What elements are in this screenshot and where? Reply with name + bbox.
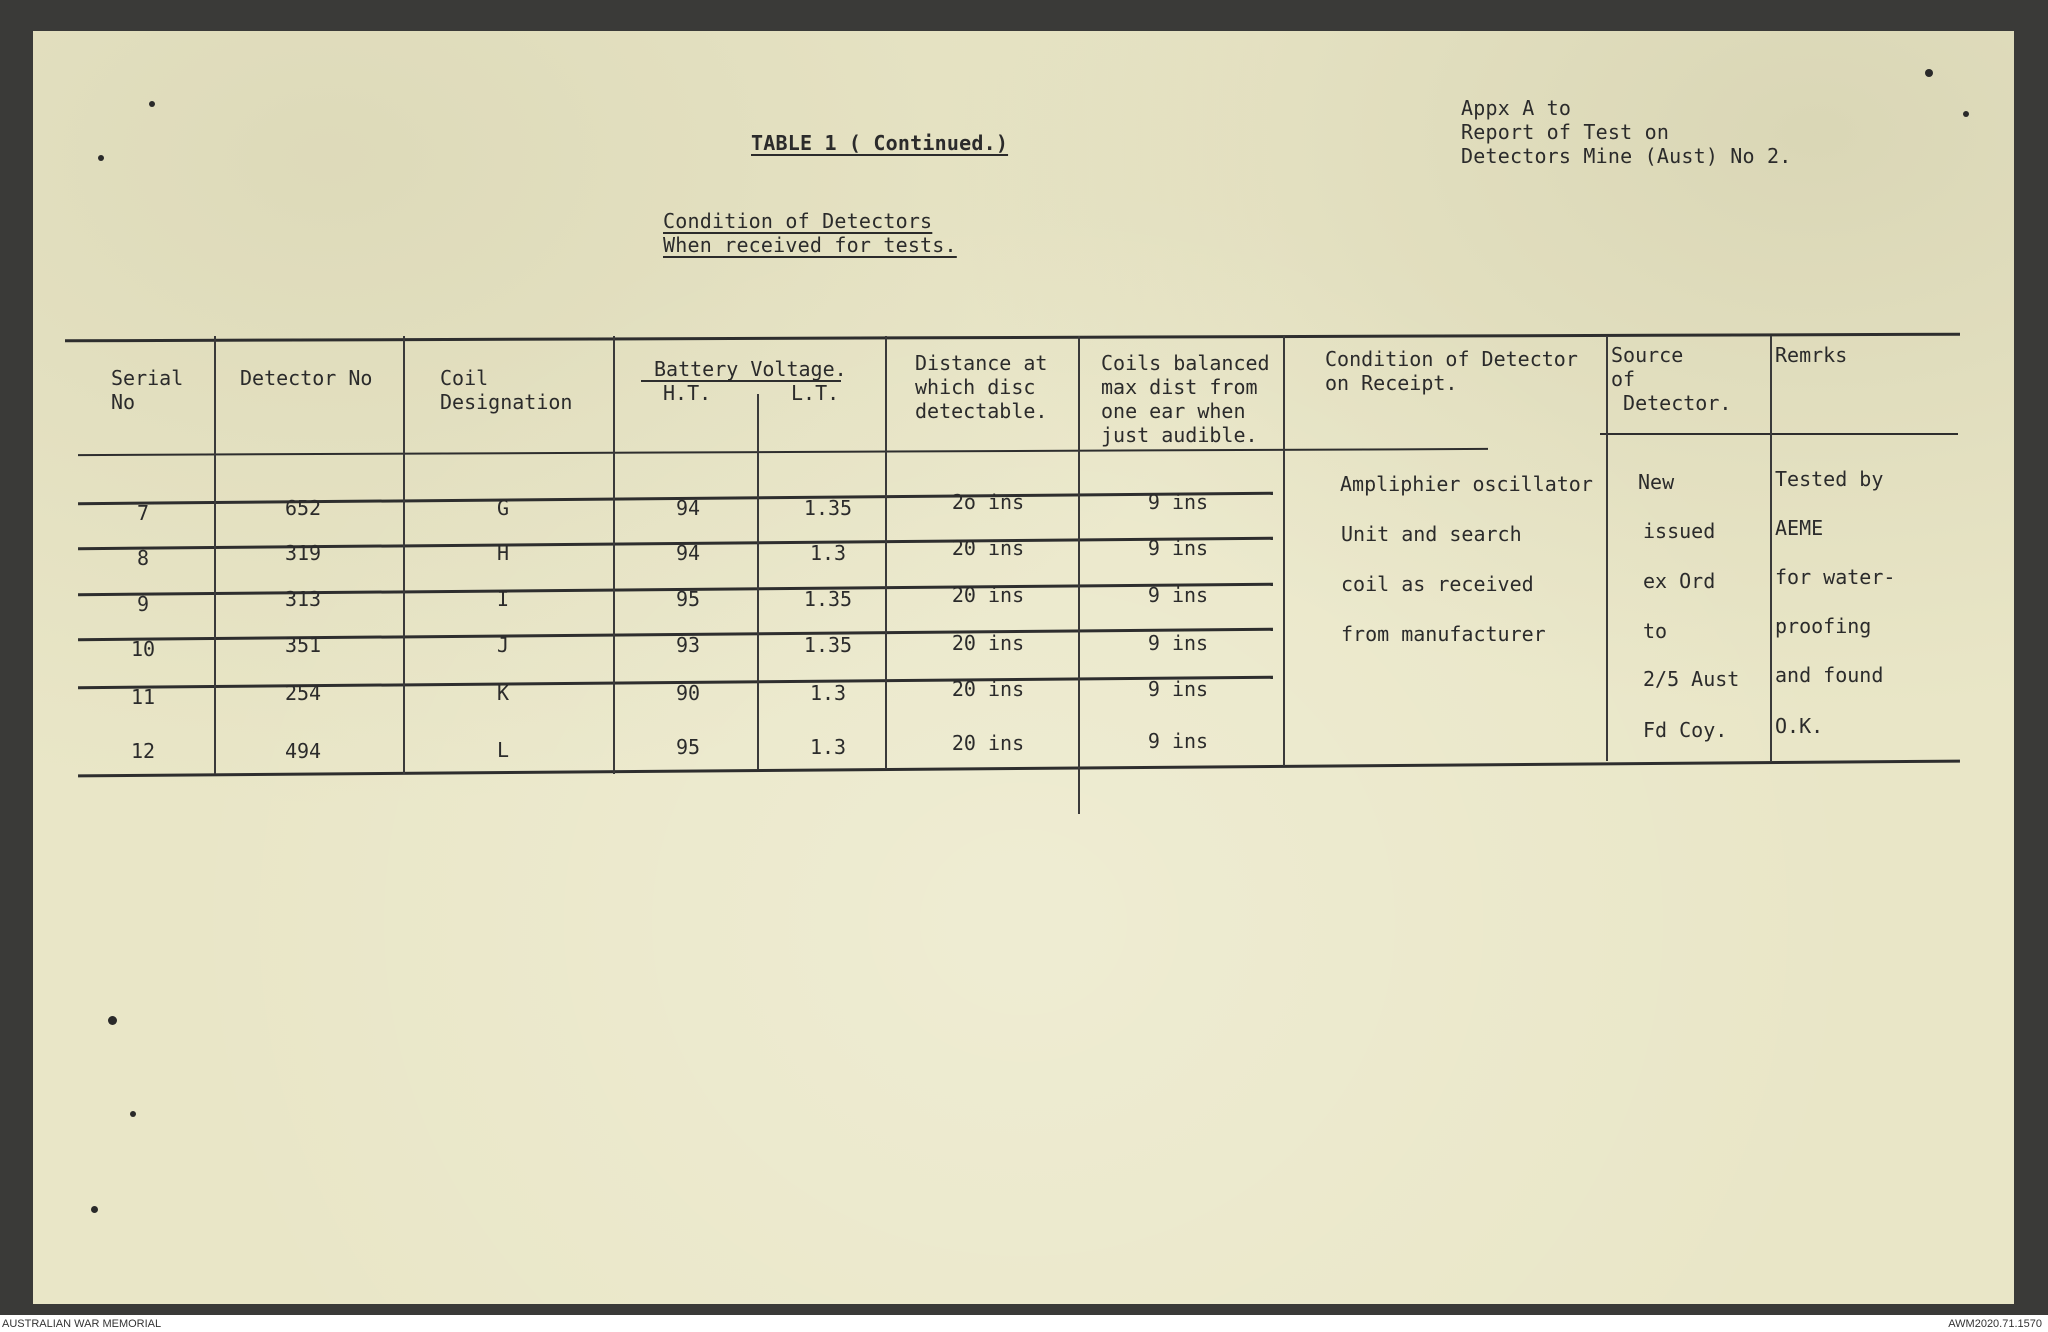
punch-hole-mark <box>130 1111 136 1117</box>
header-ht: H.T. <box>663 381 712 405</box>
column-divider <box>613 336 615 774</box>
cell-serial: 7 <box>136 501 150 525</box>
cell-balanced: 9 ins <box>1147 631 1209 655</box>
header-divider <box>78 448 1488 456</box>
column-divider <box>1606 336 1608 761</box>
cell-lt: 1.35 <box>803 633 853 657</box>
appendix-line: Appx A to <box>1461 96 1572 120</box>
punch-hole-mark <box>91 1206 98 1213</box>
remarks-line: for water- <box>1775 565 1896 589</box>
cell-detector-no: 351 <box>284 633 322 657</box>
cell-serial: 8 <box>136 546 150 570</box>
appendix-line: Detectors Mine (Aust) No 2. <box>1461 144 1792 168</box>
remarks-line: Tested by <box>1775 467 1884 491</box>
cell-lt: 1.3 <box>809 541 847 565</box>
cell-serial: 9 <box>136 592 150 616</box>
appendix-line: Report of Test on <box>1461 120 1670 144</box>
header-remarks: Remrks <box>1775 343 1848 367</box>
header-serial: Serial No <box>111 366 184 414</box>
cell-balanced: 9 ins <box>1147 677 1209 701</box>
header-condition: Condition of Detector on Receipt. <box>1325 347 1578 395</box>
table-title: TABLE 1 ( Continued.) <box>751 131 1009 155</box>
header-coil-designation: Coil Designation <box>440 366 573 414</box>
cell-distance: 2o ins <box>951 490 1025 514</box>
cell-balanced: 9 ins <box>1147 536 1209 560</box>
pin-hole-mark <box>1963 111 1969 117</box>
subtitle-line: When received for tests. <box>663 233 957 257</box>
cell-detector-no: 254 <box>284 681 322 705</box>
cell-detector-no: 494 <box>284 739 322 763</box>
cell-distance: 20 ins <box>951 631 1025 655</box>
column-divider <box>885 336 887 769</box>
column-divider <box>403 336 405 774</box>
footer-source-credit: AUSTRALIAN WAR MEMORIAL <box>2 1318 162 1330</box>
header-lt: L.T. <box>791 381 840 405</box>
cell-ht: 95 <box>675 735 701 759</box>
cell-serial: 12 <box>130 739 156 763</box>
remarks-header-divider <box>1600 433 1958 435</box>
cell-ht: 90 <box>675 681 701 705</box>
cell-detector-no: 652 <box>284 496 322 520</box>
cell-serial: 11 <box>130 685 156 709</box>
pin-hole-mark <box>149 101 155 107</box>
header-distance: Distance at which disc detectable. <box>915 351 1048 423</box>
cell-coil: H <box>496 541 510 565</box>
condition-line: Ampliphier oscillator <box>1340 472 1593 496</box>
column-divider <box>1770 336 1772 761</box>
condition-line: from manufacturer <box>1341 622 1546 646</box>
cell-balanced: 9 ins <box>1147 729 1209 753</box>
table-top-border <box>65 333 1960 343</box>
cell-distance: 20 ins <box>951 731 1025 755</box>
source-line: issued <box>1643 519 1716 543</box>
punch-hole-mark <box>108 1016 117 1025</box>
footer-accession-number: AWM2020.71.1570 <box>1948 1318 2042 1330</box>
cell-lt: 1.3 <box>809 681 847 705</box>
cell-distance: 20 ins <box>951 536 1025 560</box>
source-line: New <box>1638 470 1675 494</box>
source-line: 2/5 Aust <box>1643 667 1740 691</box>
subtitle-line: Condition of Detectors <box>663 209 933 233</box>
cell-distance: 20 ins <box>951 583 1025 607</box>
cell-balanced: 9 ins <box>1147 490 1209 514</box>
column-divider <box>214 336 216 774</box>
column-divider <box>757 394 759 769</box>
condition-line: Unit and search <box>1341 522 1522 546</box>
header-battery-voltage: Battery Voltage. <box>654 357 847 381</box>
cell-detector-no: 319 <box>284 541 322 565</box>
header-coils-balanced: Coils balanced max dist from one ear when just audible. <box>1101 351 1270 447</box>
cell-ht: 94 <box>675 541 701 565</box>
cell-ht: 95 <box>675 587 701 611</box>
remarks-line: O.K. <box>1775 714 1824 738</box>
condition-line: coil as received <box>1341 572 1534 596</box>
remarks-line: and found <box>1775 663 1884 687</box>
document-page <box>33 31 2014 1304</box>
pin-hole-mark <box>98 155 104 161</box>
source-line: to <box>1643 619 1668 643</box>
cell-coil: L <box>496 738 510 762</box>
cell-lt: 1.35 <box>803 587 853 611</box>
cell-detector-no: 313 <box>284 587 322 611</box>
cell-coil: K <box>496 681 510 705</box>
cell-serial: 10 <box>130 637 156 661</box>
pin-hole-mark <box>1925 69 1933 77</box>
cell-coil: G <box>496 496 510 520</box>
remarks-line: proofing <box>1775 614 1872 638</box>
cell-balanced: 9 ins <box>1147 583 1209 607</box>
cell-lt: 1.35 <box>803 496 853 520</box>
cell-coil: I <box>496 587 510 611</box>
cell-ht: 94 <box>675 496 701 520</box>
cell-ht: 93 <box>675 633 701 657</box>
remarks-line: AEME <box>1775 516 1824 540</box>
source-line: ex Ord <box>1643 569 1716 593</box>
column-divider <box>1078 336 1080 814</box>
source-line: Fd Coy. <box>1643 718 1728 742</box>
header-detector-no: Detector No <box>240 366 373 390</box>
column-divider <box>1283 336 1285 766</box>
cell-lt: 1.3 <box>809 735 847 759</box>
header-source: Source of Detector. <box>1611 343 1732 415</box>
cell-distance: 20 ins <box>951 677 1025 701</box>
cell-coil: J <box>496 633 510 657</box>
